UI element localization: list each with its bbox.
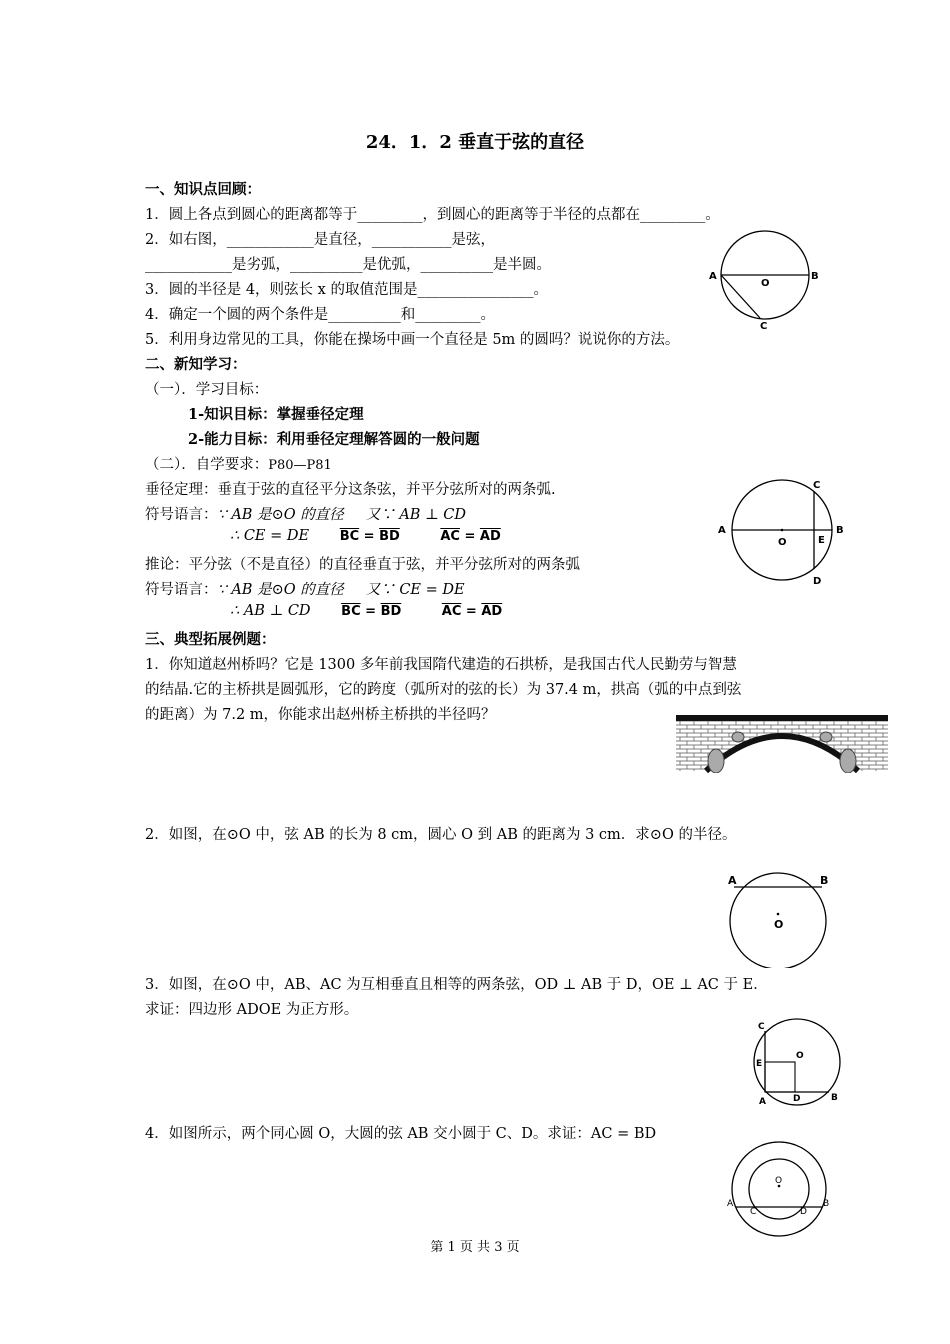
svg-text:B: B — [820, 874, 829, 887]
arc-equality-bc-bd: $\overline{BC} = \overline{BD}$ — [339, 529, 400, 544]
example-2: 2．如图，在⊙O 中，弦 AB 的长为 8 cm，圆心 O 到 AB 的距离为 3 cm．求⊙O 的半径。 — [145, 827, 737, 843]
review-q2-line1: 2．如右图，____________是直径，___________是弦， — [145, 232, 495, 248]
svg-text:B: B — [823, 1199, 830, 1209]
goal-knowledge: 1-知识目标：掌握垂径定理 — [188, 406, 364, 423]
requirement-pages: P80—P81 — [268, 458, 332, 473]
review-q3: 3．圆的半径是 4，则弦长 x 的取值范围是________________。 — [145, 282, 548, 298]
review-q4: 4．确定一个圆的两个条件是__________和_________。 — [145, 307, 495, 323]
self-study-requirement — [145, 453, 332, 474]
svg-text:O: O — [775, 1176, 783, 1186]
conclusion-ce-de: ∴ CE = DE — [230, 528, 310, 544]
requirement-label: （二）．自学要求： — [145, 457, 269, 473]
figure-concentric-circles — [722, 1136, 837, 1241]
figure-circle-diameter — [705, 228, 825, 333]
svg-text:C: C — [813, 480, 821, 491]
conclusion-ab-perp-cd: ∴ AB ⊥ CD — [230, 603, 311, 619]
page-footer: 第 1 页 共 3 页 — [430, 1240, 520, 1255]
figure-square-adoe — [752, 1016, 852, 1108]
figure-perpendicular-diameter — [710, 475, 855, 590]
example-1-line2: 的结晶.它的主桥拱是圆弧形，它的跨度（弧所对的弦的长）为 37.4 m，拱高（弧的中点到弦 — [145, 682, 742, 698]
theorem-statement: 垂径定理：垂直于弦的直径平分这条弦，并平分弦所对的两条弧. — [145, 482, 556, 498]
example-1-line3: 的距离）为 7.2 m，你能求出赵州桥主桥拱的半径吗？ — [145, 707, 496, 723]
arc-equality-ac-ad: $\overline{AC} = \overline{AD}$ — [440, 529, 501, 544]
symbol-conclusion-2 — [230, 603, 502, 619]
svg-text:E: E — [756, 1059, 763, 1069]
label-o: O — [761, 278, 770, 289]
svg-text:D: D — [813, 576, 822, 587]
svg-text:A: A — [759, 1097, 766, 1107]
svg-text:B: B — [836, 525, 844, 536]
svg-text:A: A — [728, 874, 737, 887]
svg-text:D: D — [800, 1207, 807, 1217]
arc-equality-ac-ad-2: $\overline{AC} = \overline{AD}$ — [441, 604, 503, 619]
symbol-given-2: 又∵ AB ⊥ CD — [365, 507, 467, 523]
section-review-heading: 一、知识点回顾： — [145, 181, 261, 198]
symbol-conclusion-1 — [230, 528, 501, 544]
symbol-label-2: 符号语言： — [145, 582, 218, 598]
figure-chord-distance — [722, 868, 837, 968]
label-c: C — [760, 321, 768, 332]
example-1-line1: 1．你知道赵州桥吗？它是 1300 多年前我国隋代建造的石拱桥，是我国古代人民勤劳与智慧 — [145, 657, 737, 673]
review-q5: 5．利用身边常见的工具，你能在操场中画一个直径是 5m 的圆吗？说说你的方法。 — [145, 332, 680, 348]
review-q1: 1．圆上各点到圆心的距离都等于_________，到圆心的距离等于半径的点都在_________。 — [145, 207, 720, 223]
arc-equality-bc-bd-2: $\overline{BC} = \overline{BD}$ — [341, 604, 402, 619]
example-4: 4．如图所示，两个同心圆 O，大圆的弦 AB 交小圆于 C、D。求证：AC = BD — [145, 1126, 657, 1142]
svg-text:A: A — [718, 525, 726, 536]
section-examples-heading: 三、典型拓展例题： — [145, 631, 276, 648]
svg-text:O: O — [778, 537, 787, 548]
review-q2-line2: ____________是劣弧，__________是优弧，__________是半圆。 — [145, 257, 551, 273]
figure-zhaozhou-bridge — [676, 713, 890, 773]
example-3-line1: 3．如图，在⊙O 中，AB、AC 为互相垂直且相等的两条弦，OD ⊥ AB 于 D，OE ⊥ AC 于 E． — [145, 977, 768, 993]
label-a: A — [709, 271, 717, 282]
symbol-given-3: ∵ AB 是⊙O 的直径 — [217, 582, 344, 598]
svg-text:C: C — [750, 1207, 757, 1217]
page-title: 24．1．2 垂直于弦的直径 — [365, 132, 585, 153]
svg-text:O: O — [774, 918, 784, 931]
svg-text:C: C — [758, 1022, 765, 1032]
svg-text:D: D — [793, 1094, 801, 1104]
goals-heading: （一）．学习目标： — [145, 382, 269, 398]
svg-text:E: E — [818, 535, 825, 546]
svg-text:O: O — [796, 1051, 804, 1061]
section-learning-heading: 二、新知学习： — [145, 356, 247, 373]
symbol-label: 符号语言： — [145, 507, 218, 523]
goal-ability: 2-能力目标：利用垂径定理解答圆的一般问题 — [188, 431, 480, 448]
symbol-given-4: 又∵ CE = DE — [365, 582, 465, 598]
symbol-language-1 — [145, 503, 466, 524]
corollary-statement: 推论：平分弦（不是直径）的直径垂直于弦，并平分弦所对的两条弧 — [145, 557, 580, 573]
symbol-given: ∵ AB 是⊙O 的直径 — [217, 507, 344, 523]
svg-text:A: A — [727, 1199, 734, 1209]
svg-text:B: B — [831, 1093, 838, 1103]
symbol-language-2 — [145, 578, 465, 599]
label-b: B — [811, 271, 819, 282]
example-3-line2: 求证：四边形 ADOE 为正方形。 — [145, 1002, 359, 1018]
